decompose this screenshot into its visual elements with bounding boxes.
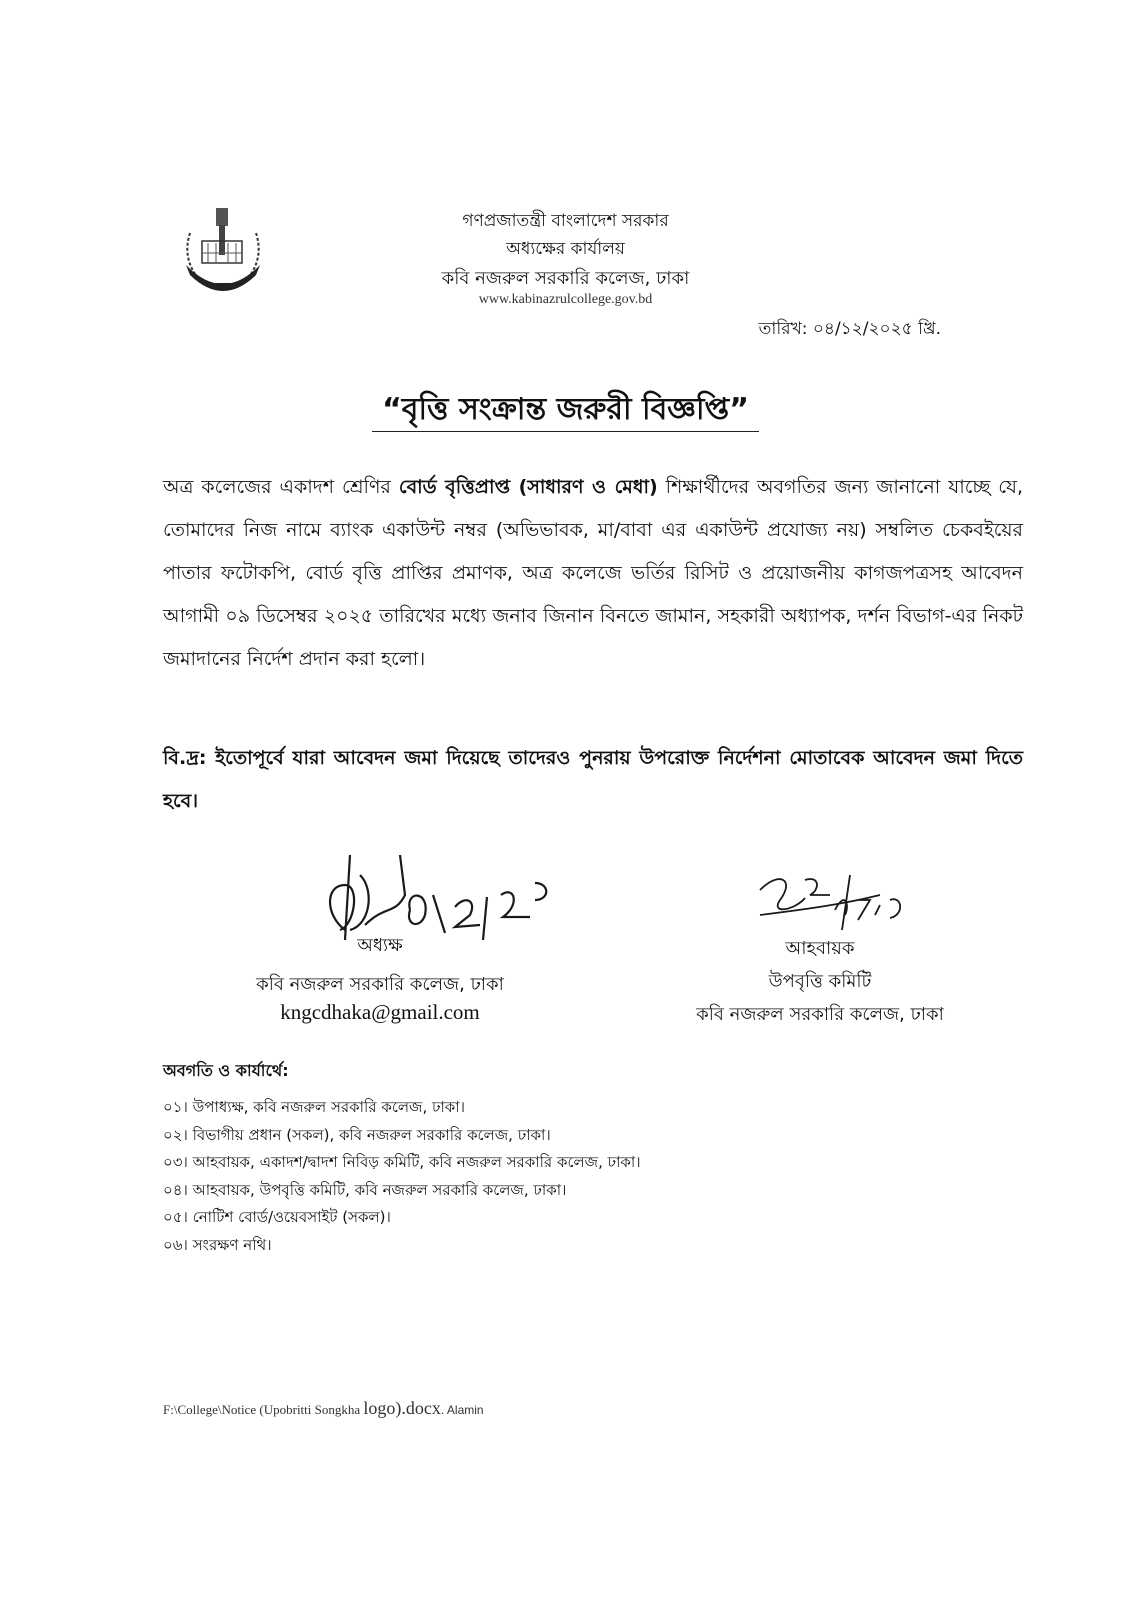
list-item: ০৬। সংরক্ষণ নথি।	[163, 1235, 272, 1254]
convener-committee: উপবৃত্তি কমিটি	[768, 971, 872, 992]
convener-org: কবি নজরুল সরকারি কলেজ, ঢাকা	[696, 1004, 944, 1025]
header-website: www.kabinazrulcollege.gov.bd	[478, 292, 653, 307]
header-office: অধ্যক্ষের কার্যালয়	[506, 239, 625, 259]
principal-org: কবি নজরুল সরকারি কলেজ, ঢাকা	[256, 974, 504, 995]
distribution-heading: অবগতি ও কার্যার্থে:	[163, 1061, 289, 1080]
file-path-footer: F:\College\Notice (Upobritti Songkha logo).docx. Alamin	[163, 1398, 484, 1418]
notice-note: বি.দ্র: ইতোপূর্বে যারা আবেদন জমা দিয়েছে তাদেরও পুনরায় উপরোক্ত নির্দেশনা মোতাবেক আবেদন জমা দিতে হবে।	[163, 747, 1023, 812]
notice-title: “বৃত্তি সংক্রান্ত জরুরী বিজ্ঞপ্তি”	[0, 385, 1131, 436]
principal-email[interactable]: kngcdhaka@gmail.com	[280, 1000, 480, 1024]
convener-signature	[750, 860, 920, 939]
list-item: ০২। বিভাগীয় প্রধান (সকল), কবি নজরুল সরকারি কলেজ, ঢাকা।	[163, 1125, 551, 1144]
list-item: ০৩। আহবায়ক, একাদশ/দ্বাদশ নিবিড় কমিটি, কবি নজরুল সরকারি কলেজ, ঢাকা।	[163, 1153, 641, 1171]
principal-designation: অধ্যক্ষ	[357, 935, 403, 956]
distribution-list	[163, 1094, 641, 1259]
convener-designation: আহবায়ক	[785, 938, 855, 959]
list-item: ০১। উপাধ্যক্ষ, কবি নজরুল সরকারি কলেজ, ঢাকা।	[163, 1098, 466, 1116]
header-college: কবি নজরুল সরকারি কলেজ, ঢাকা	[441, 268, 690, 289]
highlight-board-scholarship: বোর্ড বৃত্তিপ্রাপ্ত (সাধারণ ও মেধা)	[398, 476, 658, 498]
notice-date: তারিখ: ০৪/১২/২০২৫ খ্রি.	[758, 319, 941, 339]
header-government: গণপ্রজাতন্ত্রী বাংলাদেশ সরকার	[462, 211, 669, 231]
notice-body: অত্র কলেজের একাদশ শ্রেণির বোর্ড বৃত্তিপ্রাপ্ত (সাধারণ ও মেধা) শিক্ষার্থীদের অবগতির জন্য জানানো যাচ্ছে যে, তোমাদের নিজ নামে ব্যাংক একাউন্ট নম্বর (অভিভাবক, মা/বাবা এর একাউন্ট প্রযোজ্য নয়) সম্বলিত চেকবইয়ের পাতার ফটোকপি, বোর্ড বৃত্তি প্রাপ্তির প্রমাণক, অত্র কলেজে ভর্তির রিসিট ও প্রয়োজনীয় কাগজপত্রসহ আবেদন আগামী ০৯ ডিসেম্বর ২০২৫ তারিখের মধ্যে জনাব জিনান বিনতে জামান, সহকারী অধ্যাপক, দর্শন বিভাগ-এর নিকট জমাদানের নির্দেশ প্রদান করা হলো।	[163, 476, 1023, 670]
list-item: ০৪। আহবায়ক, উপবৃত্তি কমিটি, কবি নজরুল সরকারি কলেজ, ঢাকা।	[163, 1180, 567, 1199]
list-item: ০৫। নোটিশ বোর্ড/ওয়েবসাইট (সকল)।	[163, 1208, 391, 1226]
